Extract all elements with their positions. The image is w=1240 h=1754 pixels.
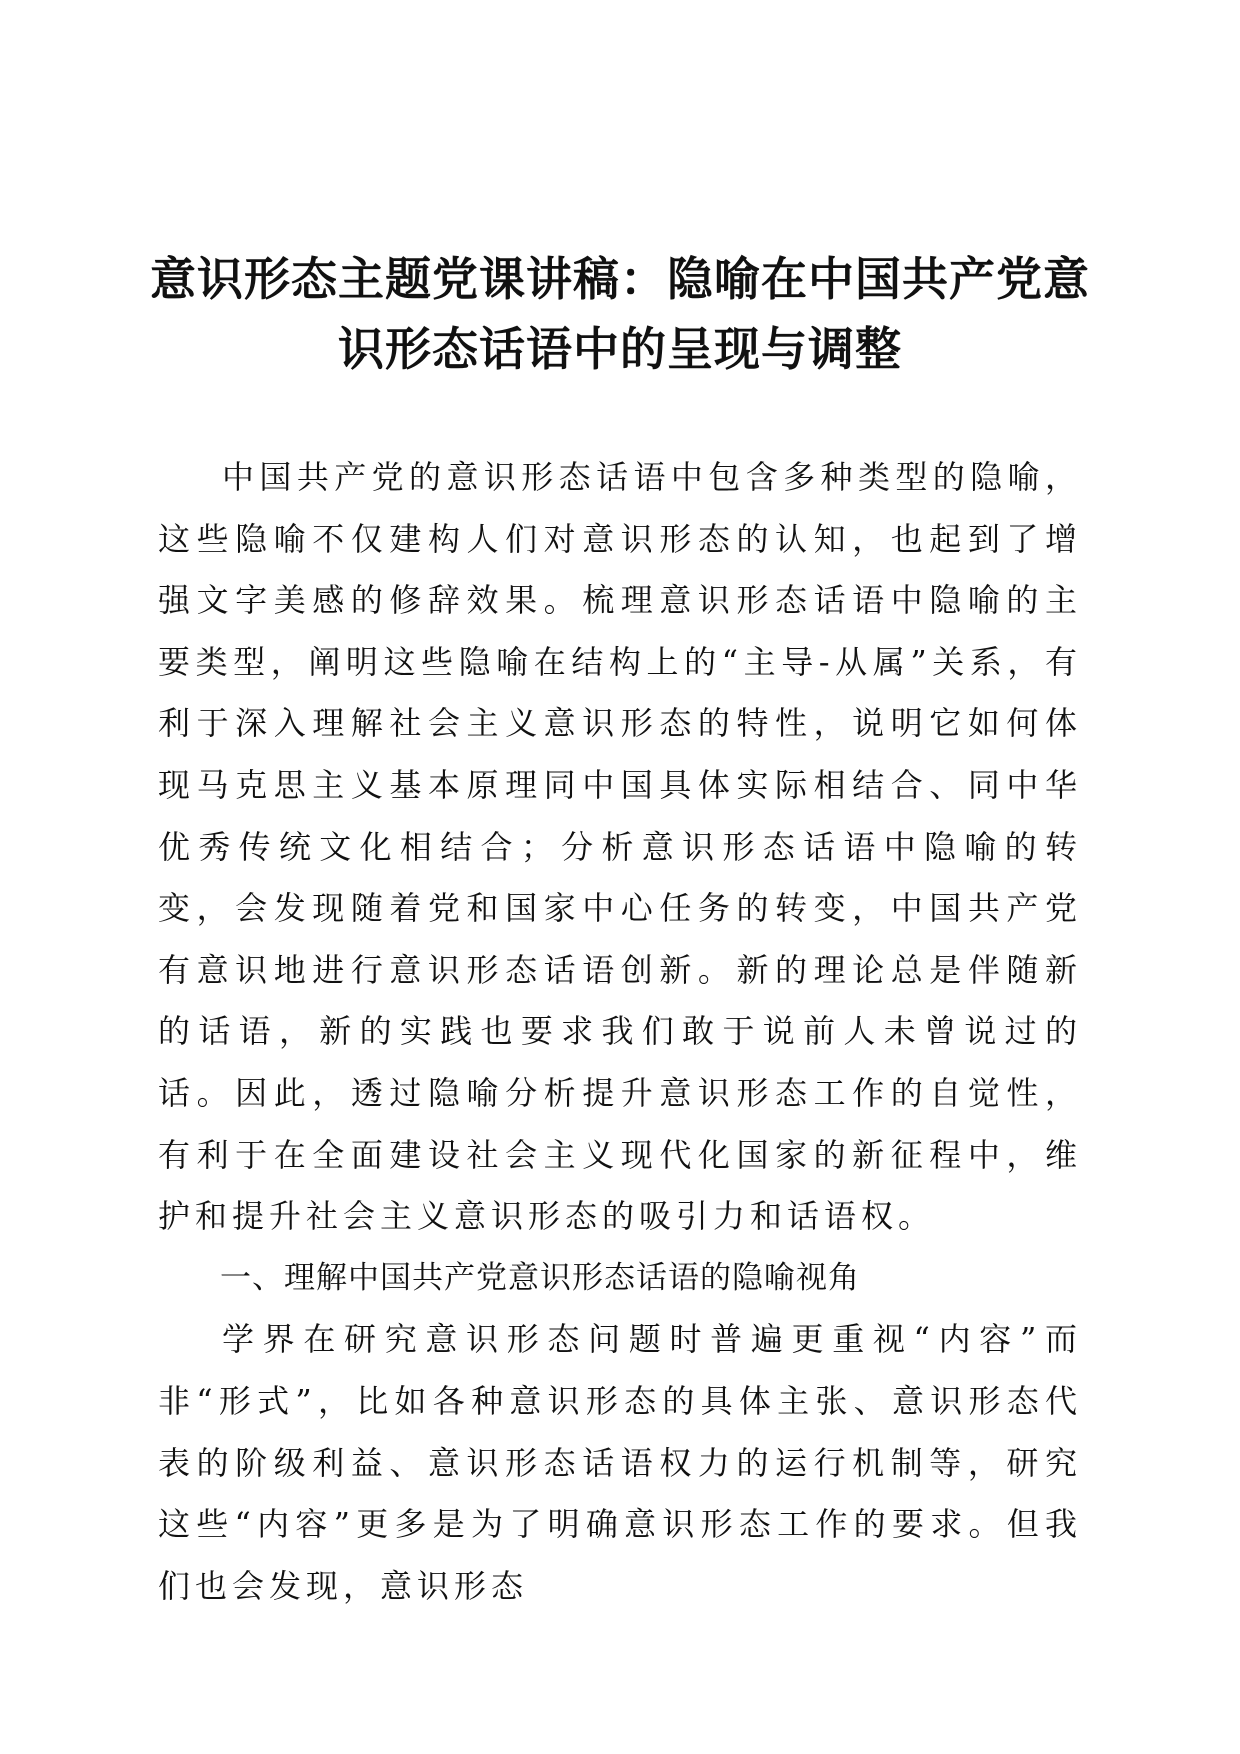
document-title [150,244,1090,384]
section-heading-1: 一、理解中国共产党意识形态话语的隐喻视角 [220,1259,860,1296]
title-line-2: 识形态话语中的呈现与调整 [338,322,902,376]
document-body [158,447,1082,1617]
section-1-paragraph: 学界在研究意识形态问题时普遍更重视“内容”而非“形式”，比如各种意识形态的具体主张、意识形态代表的阶级利益、意识形态话语权力的运行机制等，研究这些“内容”更多是为了明确意识形态工作的要求。但我们也会发现，意识形态 [158,1320,1082,1605]
title-line-1: 意识形态主题党课讲稿：隐喻在中国共产党意 [150,252,1090,306]
intro-paragraph: 中国共产党的意识形态话语中包含多种类型的隐喻，这些隐喻不仅建构人们对意识形态的认知，也起到了增强文字美感的修辞效果。梳理意识形态话语中隐喻的主要类型，阐明这些隐喻在结构上的“主导-从属”关系，有利于深入理解社会主义意识形态的特性，说明它如何体现马克思主义基本原理同中国具体实际相结合、同中华优秀传统文化相结合；分析意识形态话语中隐喻的转变，会发现随着党和国家中心任务的转变，中国共产党有意识地进行意识形态话语创新。新的理论总是伴随新的话语，新的实践也要求我们敢于说前人未曾说过的话。因此，透过隐喻分析提升意识形态工作的自觉性，有利于在全面建设社会主义现代化国家的新征程中，维护和提升社会主义意识形态的吸引力和话语权。 [158,458,1082,1236]
